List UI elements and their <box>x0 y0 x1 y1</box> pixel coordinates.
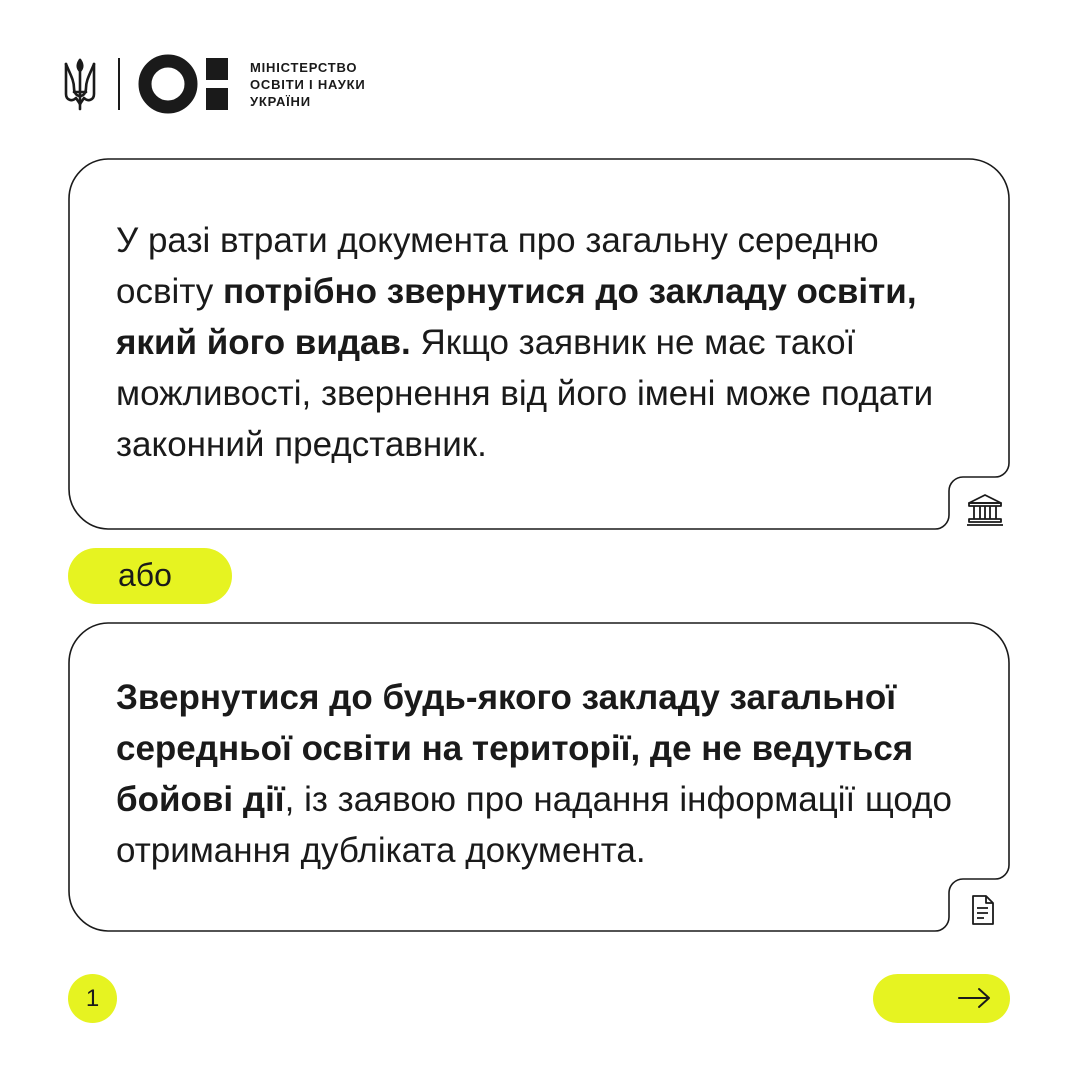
ministry-name <box>250 59 365 110</box>
page-number-badge <box>68 974 117 1023</box>
header <box>62 54 365 114</box>
document-icon <box>971 894 995 926</box>
or-label-pill <box>68 548 232 604</box>
card-2-text-bold: Звернутися до будь-якого закладу загальної середньої освіти на території, де не ведуться бойові дії <box>116 678 914 819</box>
info-card-2 <box>68 622 1010 932</box>
institution-icon <box>966 492 1004 528</box>
card-2-text <box>116 672 956 876</box>
ministry-name-line-1: МІНІСТЕРСТВО <box>250 59 358 75</box>
arrow-right-icon <box>958 986 992 1010</box>
info-card-1 <box>68 158 1010 530</box>
or-label: або <box>118 557 172 593</box>
card-1-text-bold: потрібно звернутися до закладу освіти, який його видав. <box>116 272 917 362</box>
card-1-text-part-2: Якщо заявник не має такої можливості, звернення від його імені може подати законний представник. <box>116 323 934 464</box>
ministry-logo <box>138 54 230 114</box>
header-divider <box>118 58 120 110</box>
ministry-name-line-3: УКРАЇНИ <box>250 93 311 109</box>
ministry-name-line-2: ОСВІТИ І НАУКИ <box>250 76 366 92</box>
page-number: 1 <box>85 985 100 1012</box>
trident-icon <box>62 56 98 112</box>
next-button[interactable] <box>873 974 1010 1023</box>
card-1-text-part-1: У разі втрати документа про загальну середню освіту <box>116 221 879 311</box>
card-1-text <box>116 215 956 470</box>
card-2-text-part: , із заявою про надання інформації щодо отримання дубліката документа. <box>116 780 952 870</box>
